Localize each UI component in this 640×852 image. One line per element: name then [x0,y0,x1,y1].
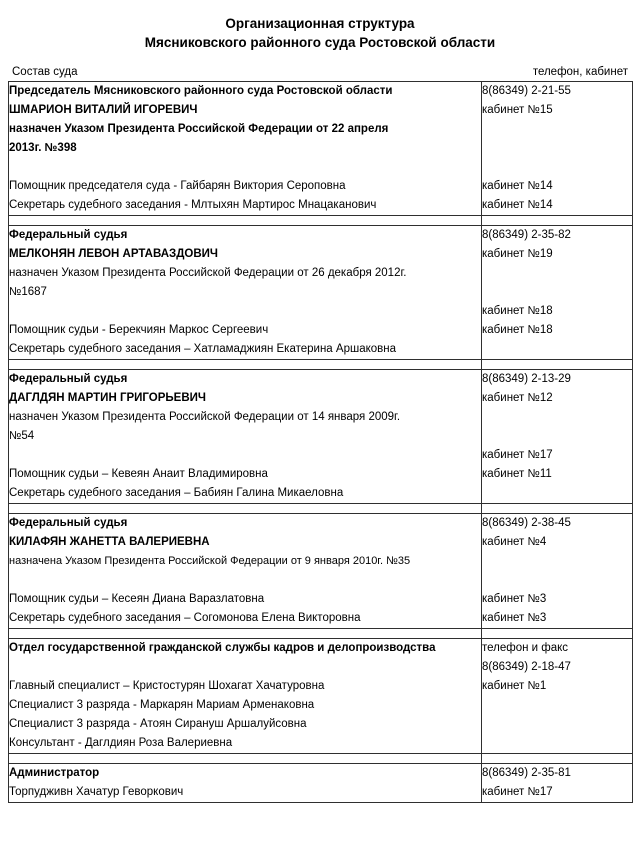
section-separator [9,629,633,639]
page-title [8,14,632,52]
contact-line: кабинет №12 [482,392,553,404]
spacer-line [482,340,632,359]
staff-line: Специалист 3 разряда - Маркарян Мариам Арменаковна [9,699,315,711]
staff-line: Отдел государственной гражданской службы кадров и делопроизводства [9,642,436,654]
contact-cell [482,514,633,629]
separator-cell [482,504,633,514]
contact-line: телефон и факс [482,642,569,654]
section-separator [9,360,633,370]
contact-line: кабинет №3 [482,612,547,624]
staff-line: Помощник судьи – Кесеян Диана Варазлатовна [9,593,265,605]
staff-line: Помощник судьи – Кевеян Анаит Владимировна [9,468,268,480]
spacer-line [482,715,632,734]
contact-line: кабинет №4 [482,536,547,548]
staff-line: Секретарь судебного заседания – Хатламаджиян Екатерина Аршаковна [9,343,397,355]
contact-line: кабинет №14 [482,180,553,192]
spacer-line [9,446,481,465]
staff-line: Помощник председателя суда - Гайбарян Виктория Сероповна [9,180,346,192]
spacer-line [482,696,632,715]
spacer-line [482,264,632,283]
staff-line: Федеральный судья [9,229,128,241]
contact-line: 8(86349) 2-13-29 [482,373,571,385]
contact-cell [482,82,633,216]
separator-cell [9,754,482,764]
spacer-line [9,302,481,321]
spacer-line [9,158,481,177]
staff-line: ДАГЛДЯН МАРТИН ГРИГОРЬЕВИЧ [9,392,206,404]
contact-cell [482,370,633,504]
staff-line: Секретарь судебного заседания – Согомонова Елена Викторовна [9,612,361,624]
staff-line: Консультант - Даглдиян Роза Валериевна [9,737,233,749]
table-row [9,370,633,504]
staff-line: Торпудживн Хачатур Геворкович [9,786,184,798]
staff-cell [9,514,482,629]
staff-cell [9,82,482,216]
spacer-line [482,734,632,753]
contact-line: кабинет №1 [482,680,547,692]
contact-line: 8(86349) 2-35-82 [482,229,571,241]
spacer-line [482,120,632,139]
staff-line: назначен Указом Президента Российской Федерации от 14 января 2009г. [9,411,401,423]
staff-line: №54 [9,430,35,442]
spacer-line [482,427,632,446]
page-title-line2: Мясниковского районного суда Ростовской области [144,35,496,50]
table-row [9,514,633,629]
section-separator [9,216,633,226]
contact-line: кабинет №14 [482,199,553,211]
contact-line: кабинет №17 [482,786,553,798]
page-title-line1: Организационная структура [225,16,415,31]
staff-line: ШМАРИОН ВИТАЛИЙ ИГОРЕВИЧ [9,104,198,116]
staff-cell [9,639,482,754]
contact-line: кабинет №18 [482,324,553,336]
contact-line: кабинет №18 [482,305,553,317]
contact-cell [482,226,633,360]
contact-line: кабинет №3 [482,593,547,605]
staff-line: МЕЛКОНЯН ЛЕВОН АРТАВАЗДОВИЧ [9,248,219,260]
staff-cell [9,226,482,360]
staff-line: Федеральный судья [9,517,128,529]
staff-line: Председатель Мясниковского районного суда Ростовской области [9,85,393,97]
separator-cell [9,629,482,639]
staff-cell [9,764,482,803]
staff-line: назначен Указом Президента Российской Федерации от 22 апреля [9,123,389,135]
staff-line: Специалист 3 разряда - Атоян Сирануш Аршалуйсовна [9,718,307,730]
contact-line: кабинет №17 [482,449,553,461]
staff-cell [9,370,482,504]
table-caption [8,66,632,81]
section-separator [9,504,633,514]
contact-line: 8(86349) 2-18-47 [482,661,571,673]
staff-line: Федеральный судья [9,373,128,385]
contact-line: 8(86349) 2-21-55 [482,85,571,97]
separator-cell [9,360,482,370]
org-structure-table [8,81,633,803]
table-row [9,639,633,754]
staff-line: Секретарь судебного заседания – Бабиян Галина Микаеловна [9,487,344,499]
staff-line: Администратор [9,767,100,779]
spacer-line [482,139,632,158]
staff-line: Помощник судьи - Берекчиян Маркос Сергеевич [9,324,269,336]
spacer-line [9,658,481,677]
spacer-line [482,552,632,571]
staff-line: назначен Указом Президента Российской Федерации от 26 декабря 2012г. [9,267,407,279]
spacer-line [482,408,632,427]
caption-right: телефон, кабинет [532,66,628,78]
contact-line: кабинет №15 [482,104,553,116]
separator-cell [482,629,633,639]
separator-cell [482,360,633,370]
contact-cell [482,764,633,803]
table-row [9,82,633,216]
contact-line: 8(86349) 2-35-81 [482,767,571,779]
spacer-line [482,571,632,590]
table-row [9,764,633,803]
separator-cell [482,754,633,764]
contact-line: кабинет №11 [482,468,552,480]
spacer-line [9,571,481,590]
section-separator [9,754,633,764]
staff-line: Секретарь судебного заседания - Млтыхян Мартирос Мнацаканович [9,199,377,211]
spacer-line [482,158,632,177]
contact-cell [482,639,633,754]
contact-line: 8(86349) 2-38-45 [482,517,571,529]
staff-line: назначена Указом Президента Российской Федерации от 9 января 2010г. №35 [9,555,411,567]
staff-line: КИЛАФЯН ЖАНЕТТА ВАЛЕРИЕВНА [9,536,210,548]
separator-cell [482,216,633,226]
separator-cell [9,504,482,514]
caption-left: Состав суда [12,66,78,78]
contact-line: кабинет №19 [482,248,553,260]
table-row [9,226,633,360]
spacer-line [482,283,632,302]
staff-line: 2013г. №398 [9,142,77,154]
staff-line: №1687 [9,286,47,298]
staff-line: Главный специалист – Кристостурян Шохагат Хачатуровна [9,680,325,692]
spacer-line [482,484,632,503]
separator-cell [9,216,482,226]
